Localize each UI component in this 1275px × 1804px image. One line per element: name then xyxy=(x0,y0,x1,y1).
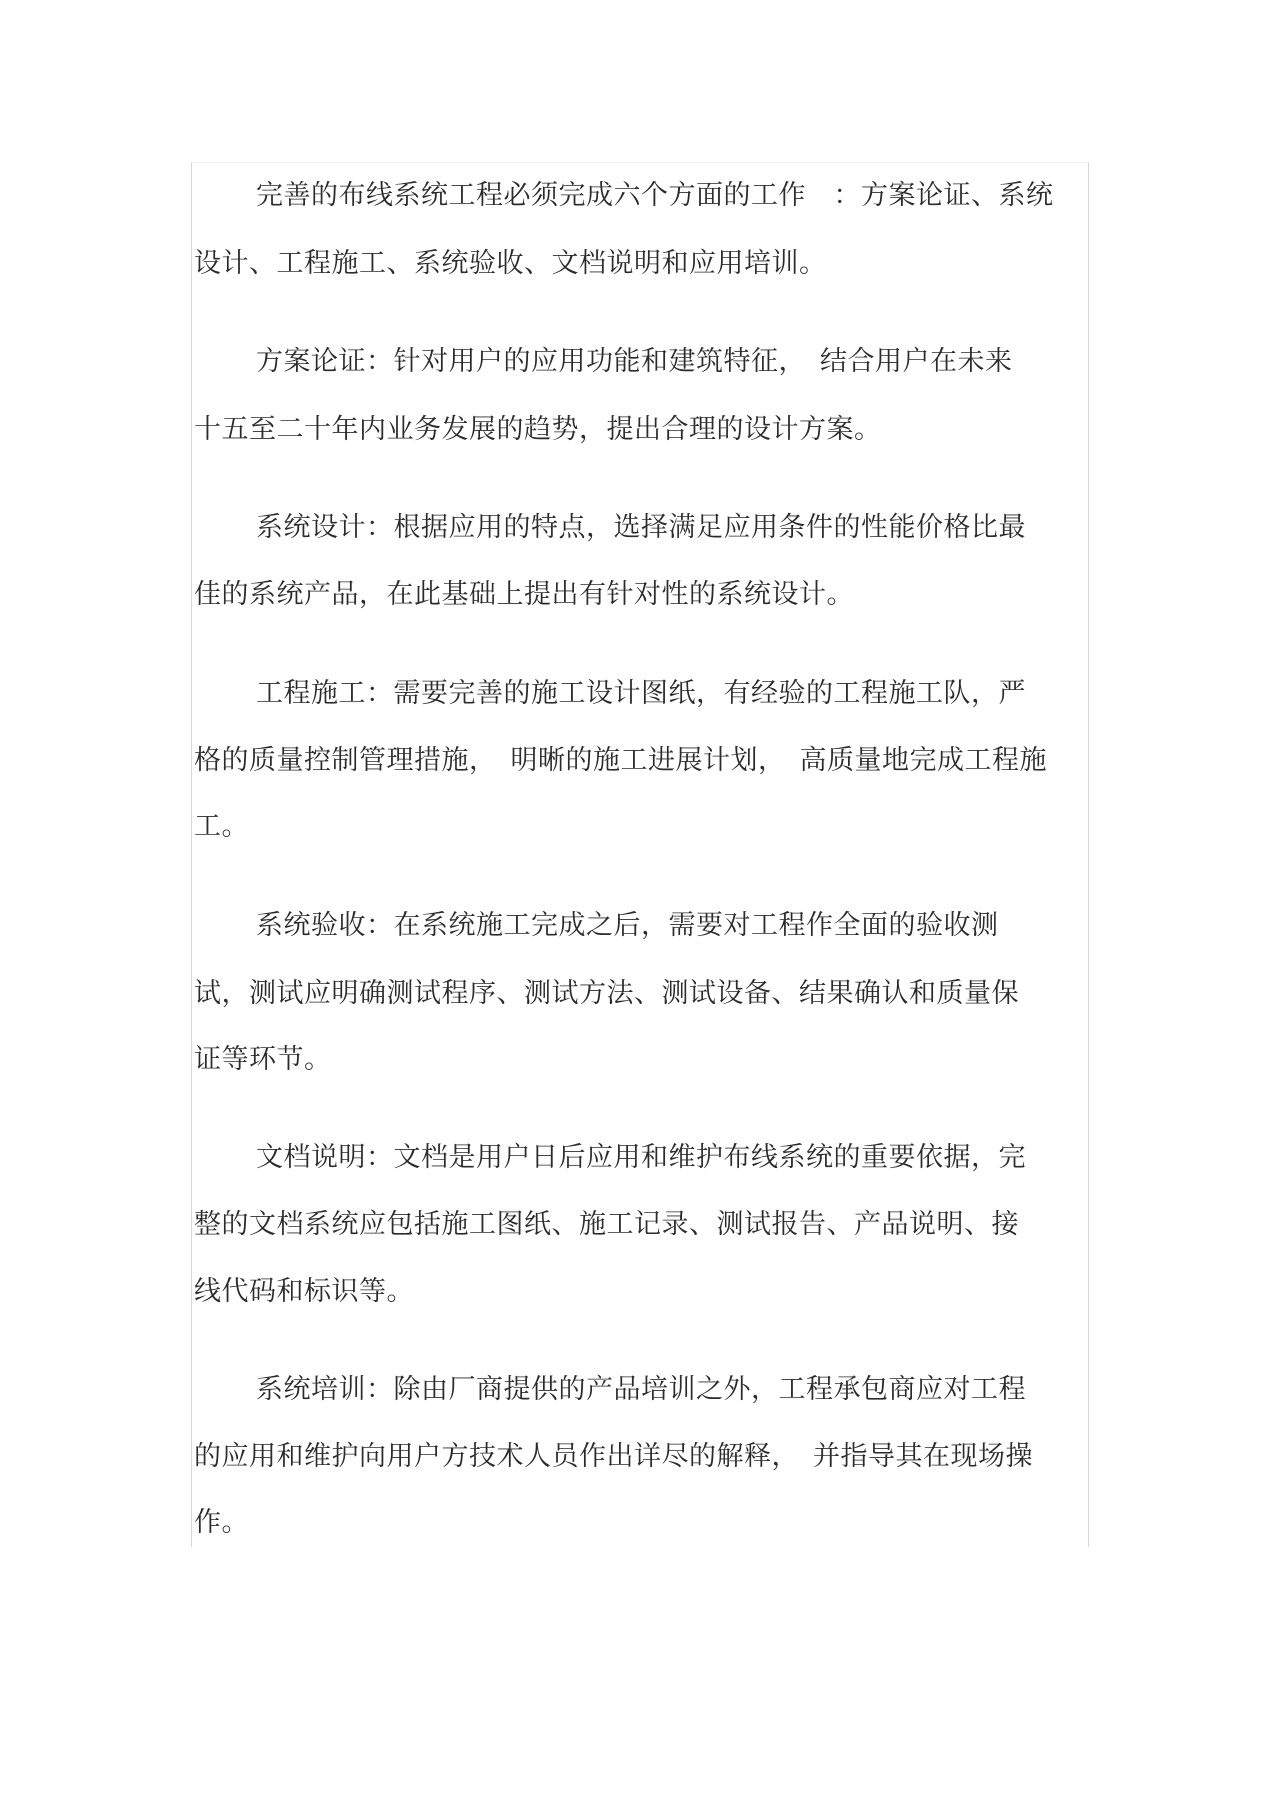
paragraph-5-line-1: 系统验收：在系统施工完成之后，需要对工程作全面的验收测 xyxy=(256,910,999,941)
paragraph-4-line-2: 格的质量控制管理措施， 明晰的施工进展计划， 高质量地完成工程施 xyxy=(194,745,1047,776)
paragraph-3-line-2: 佳的系统产品，在此基础上提出有针对性的系统设计。 xyxy=(194,579,854,610)
paragraph-4-line-1: 工程施工：需要完善的施工设计图纸，有经验的工程施工队，严 xyxy=(256,678,1026,709)
paragraph-7-line-3: 作。 xyxy=(194,1507,249,1538)
paragraph-5-line-2: 试，测试应明确测试程序、测试方法、测试设备、结果确认和质量保 xyxy=(194,978,1019,1009)
paragraph-2-line-2: 十五至二十年内业务发展的趋势，提出合理的设计方案。 xyxy=(194,414,882,445)
paragraph-6-line-1: 文档说明：文档是用户日后应用和维护布线系统的重要依据，完 xyxy=(256,1142,1026,1173)
paragraph-2-line-1: 方案论证：针对用户的应用功能和建筑特征， 结合用户在未来 xyxy=(256,346,1013,377)
paragraph-7-line-1: 系统培训：除由厂商提供的产品培训之外，工程承包商应对工程 xyxy=(256,1374,1026,1405)
paragraph-6-line-3: 线代码和标识等。 xyxy=(194,1276,414,1307)
paragraph-7-line-2: 的应用和维护向用户方技术人员作出详尽的解释， 并指导其在现场操 xyxy=(194,1441,1033,1472)
paragraph-6-line-2: 整的文档系统应包括施工图纸、施工记录、测试报告、产品说明、接 xyxy=(194,1209,1019,1240)
paragraph-1-line-2: 设计、工程施工、系统验收、文档说明和应用培训。 xyxy=(194,248,827,279)
paragraph-4-line-3: 工。 xyxy=(194,811,249,842)
paragraph-1-line-1: 完善的布线系统工程必须完成六个方面的工作 ：方案论证、系统 xyxy=(256,180,1054,211)
paragraph-5-line-3: 证等环节。 xyxy=(194,1044,332,1075)
paragraph-3-line-1: 系统设计：根据应用的特点，选择满足应用条件的性能价格比最 xyxy=(256,512,1026,543)
